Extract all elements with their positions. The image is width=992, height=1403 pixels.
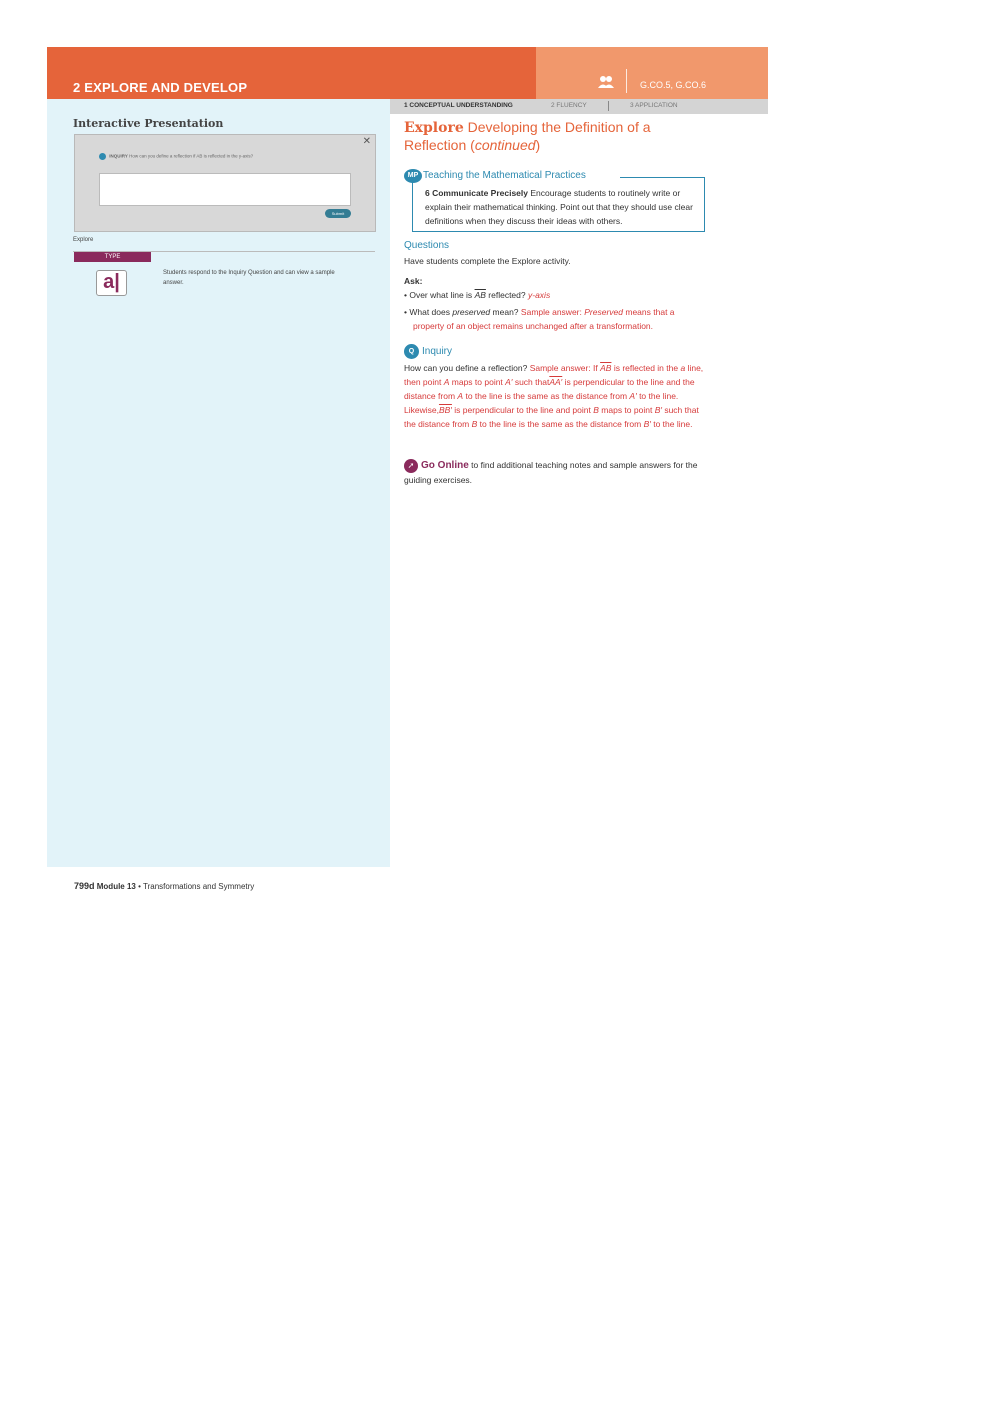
point-b-prime: B′ <box>643 419 651 429</box>
inquiry-heading-row <box>404 344 704 359</box>
explore-continued: continued <box>474 137 536 153</box>
inquiry-answer-part: Sample answer: If <box>529 363 598 373</box>
inquiry-answer-part: is perpendicular to the line and point <box>454 405 591 415</box>
header-divider <box>626 69 627 93</box>
question-2-word: preserved <box>452 307 491 317</box>
tab-fluency: 2 FLUENCY <box>551 102 587 109</box>
answer-input <box>99 173 351 206</box>
inquiry-answer-part: such that the distance from <box>404 405 699 429</box>
questions-heading: Questions <box>404 240 450 251</box>
question-1-answer: y-axis <box>528 290 551 300</box>
tab-application: 3 APPLICATION <box>630 102 678 109</box>
math-practices-icon: MP <box>404 169 422 183</box>
questions-intro: Have students complete the Explore activity. <box>404 256 571 266</box>
inquiry-heading: Inquiry <box>422 346 453 358</box>
go-online-text: to find additional teaching notes and sample answers for the guiding exercises. <box>404 460 698 485</box>
question-1-suffix: reflected? <box>488 290 526 300</box>
explore-title: Explore Developing the Definition of a Reflection (continued) <box>404 119 651 153</box>
question-2-b: mean? <box>492 307 519 317</box>
group-icon <box>598 75 614 89</box>
standards-label: G.CO.5, G.CO.6 <box>640 80 707 90</box>
inquiry-answer-part: is reflected in the <box>613 363 679 373</box>
point-b: B <box>593 405 599 415</box>
module-title: Transformations and Symmetry <box>143 882 255 891</box>
question-2-answer-word: Preserved <box>584 307 623 317</box>
explore-label: Explore <box>404 120 464 136</box>
type-badge: TYPE <box>74 252 151 262</box>
inquiry-answer-part: to the line. Likewise, <box>404 391 679 415</box>
lesson-tabs <box>390 99 768 114</box>
screen-question-label: INQUIRY <box>109 153 128 159</box>
question-2-a: What does <box>409 307 450 317</box>
inquiry-text <box>404 361 704 431</box>
page-number: 799d <box>74 881 95 891</box>
point-a-prime: A′ <box>629 391 637 401</box>
inquiry-icon: Q <box>404 344 419 359</box>
screenshot-caption: Explore <box>73 237 94 243</box>
inquiry-icon <box>99 153 106 160</box>
inquiry-answer-part: such that <box>514 377 550 387</box>
go-online-note <box>404 458 704 487</box>
cursor-icon: ➚ <box>404 459 418 473</box>
question-1: • Over what line is $\overline{AB}$ reflected? y-axis <box>404 290 551 300</box>
close-icon: ✕ <box>362 136 371 147</box>
question-2-answer-a: Sample answer: <box>520 307 582 317</box>
point-b: B <box>471 419 478 429</box>
segment-ab: $\overline{AB}$ <box>474 290 486 300</box>
section-header <box>47 47 536 99</box>
interactive-presentation-title: Interactive Presentation <box>73 117 224 130</box>
standards-header <box>536 47 768 99</box>
math-practices-heading: Teaching the Mathematical Practices <box>423 170 592 181</box>
segment-bb-prime: BB′ <box>438 405 452 415</box>
type-icon: a| <box>96 270 127 296</box>
inquiry-answer-part: is perpendicular to the line and the distance from <box>404 377 695 401</box>
question-2: • What does preserved mean? Sample answer: Preserved means that a property of an object remains unchanged after a transformation. <box>404 307 675 331</box>
math-practices-lead: 6 Communicate Precisely <box>425 188 528 198</box>
inquiry-answer-part: maps to point <box>451 377 503 387</box>
inquiry-answer-part: to the line is the same as the distance from <box>465 391 628 401</box>
presentation-screenshot <box>74 134 376 232</box>
module-label: Module 13 <box>96 882 136 891</box>
footer-bullet: • <box>138 882 141 891</box>
ask-label: Ask: <box>404 276 423 286</box>
point-a: A <box>443 377 450 387</box>
segment-aa-prime: AA′ <box>549 377 563 387</box>
question-2-answer-b: means that a property of an object remains unchanged after a transformation. <box>413 307 675 331</box>
math-practices-body: Encourage students to routinely write or explain their mathematical thinking. Point out that they should use clear definitions when they discuss their ideas with others. <box>425 188 693 226</box>
type-description: Students respond to the Inquiry Question and can view a sample answer. <box>163 270 335 286</box>
page-footer <box>74 881 254 891</box>
point-b-prime: B′ <box>654 405 662 415</box>
question-1-prefix: Over what line is <box>409 290 473 300</box>
left-panel <box>47 99 390 867</box>
go-online-label[interactable]: Go Online <box>421 460 469 471</box>
screen-question-text: How can you define a reflection if AB is reflected in the y-axis? <box>129 153 254 159</box>
inquiry-answer-part: to the line is the same as the distance from <box>479 419 642 429</box>
segment-ab: $\overline{AB}$ <box>600 363 612 373</box>
explore-title-text: Developing the Definition of a Reflection <box>404 119 651 153</box>
inquiry-answer-part: maps to point <box>601 405 653 415</box>
tab-divider <box>608 101 609 111</box>
section-title: 2 EXPLORE AND DEVELOP <box>73 80 248 95</box>
tab-conceptual-understanding: 1 CONCEPTUAL UNDERSTANDING <box>404 102 513 109</box>
math-practices-rule <box>620 177 705 178</box>
inquiry-answer-part: to the line. <box>653 419 693 429</box>
inquiry-question: How can you define a reflection? <box>404 363 528 373</box>
line-a: a <box>680 363 686 373</box>
point-a: A <box>457 391 464 401</box>
math-practices-text <box>425 186 697 228</box>
submit-button: Submit <box>325 209 351 218</box>
screen-question <box>99 153 253 160</box>
point-a-prime: A′ <box>505 377 513 387</box>
inquiry-answer-part: line, then point <box>404 363 704 387</box>
